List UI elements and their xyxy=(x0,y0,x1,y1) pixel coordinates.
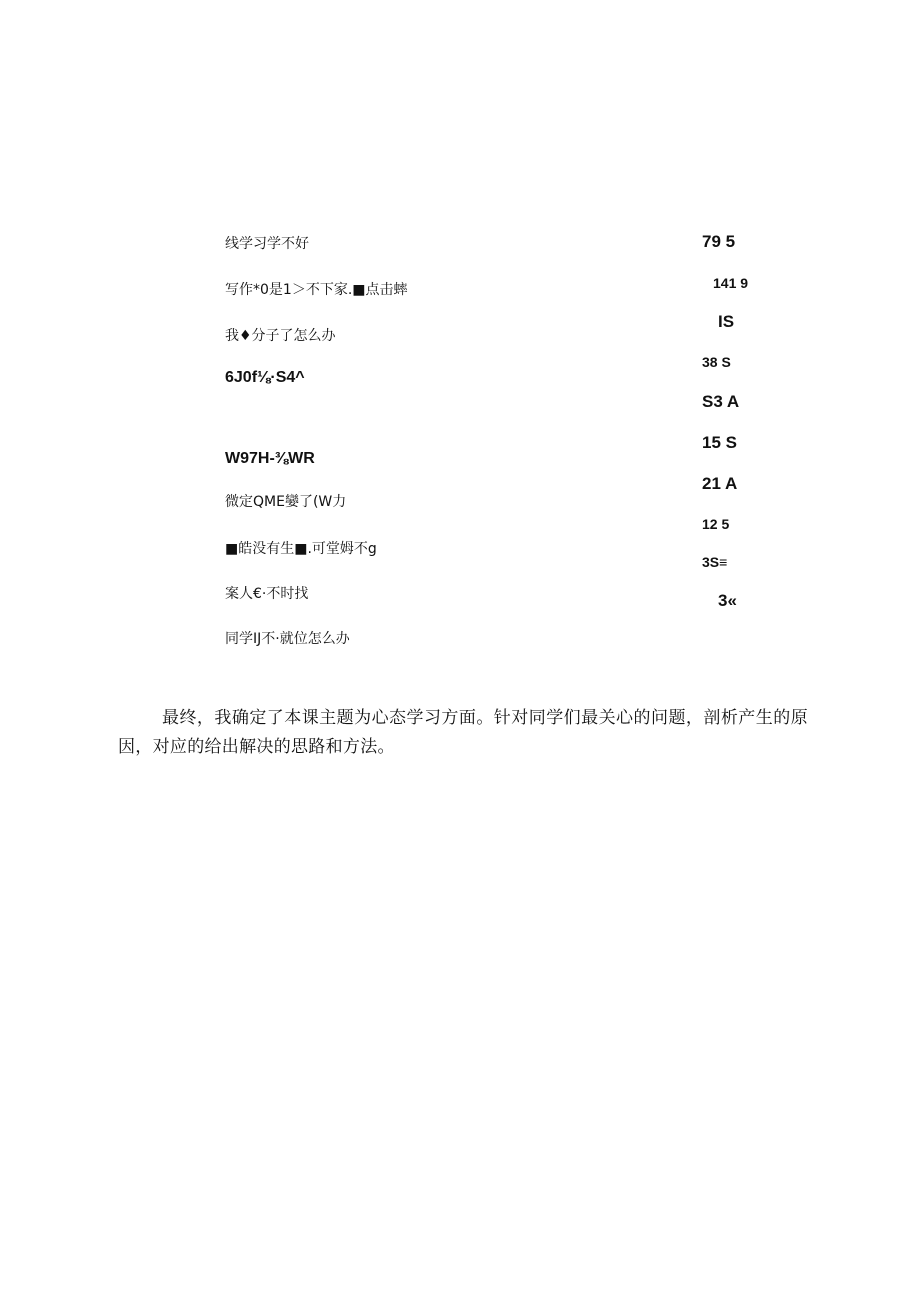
table-right-item: 79 5 xyxy=(702,232,736,251)
table-left-item: 写作*0是1＞不下家.■点击蟀 xyxy=(225,282,408,298)
body-paragraph: 最终，我确定了本课主题为心态学习方面。针对同学们最关心的问题，剖析产生的原因，对应的给出解决的思路和方法。 xyxy=(118,708,808,757)
table-left-item: W97H-⅜WR xyxy=(225,450,315,467)
table-right-item: S3 A xyxy=(702,392,740,411)
table-right-item: 3« xyxy=(718,591,737,610)
table-left-item: 同学IJ不·就位怎么办 xyxy=(225,631,350,647)
table-right-item: 15 S xyxy=(702,433,737,452)
table-left-item: ■皓没有生■.可堂姆不g xyxy=(225,541,377,557)
table-right-item: 12 5 xyxy=(702,516,730,532)
table-right-item: IS xyxy=(718,312,735,331)
table-right-item: 21 A xyxy=(702,474,738,493)
table-left-item: 微定QME孌了(W力 xyxy=(225,494,347,510)
table-left-item: 案人€·不时找 xyxy=(225,586,309,602)
table-left-item: 我♦分子了怎么办 xyxy=(225,328,336,344)
table-left-item: 6J0f⅛·S4^ xyxy=(225,369,305,386)
table-left-item: 线学习学不好 xyxy=(225,236,309,252)
table-right-item: 141 9 xyxy=(713,275,749,291)
table-right-item: 38 S xyxy=(702,354,731,370)
table-right-item: 3S≡ xyxy=(702,554,728,570)
